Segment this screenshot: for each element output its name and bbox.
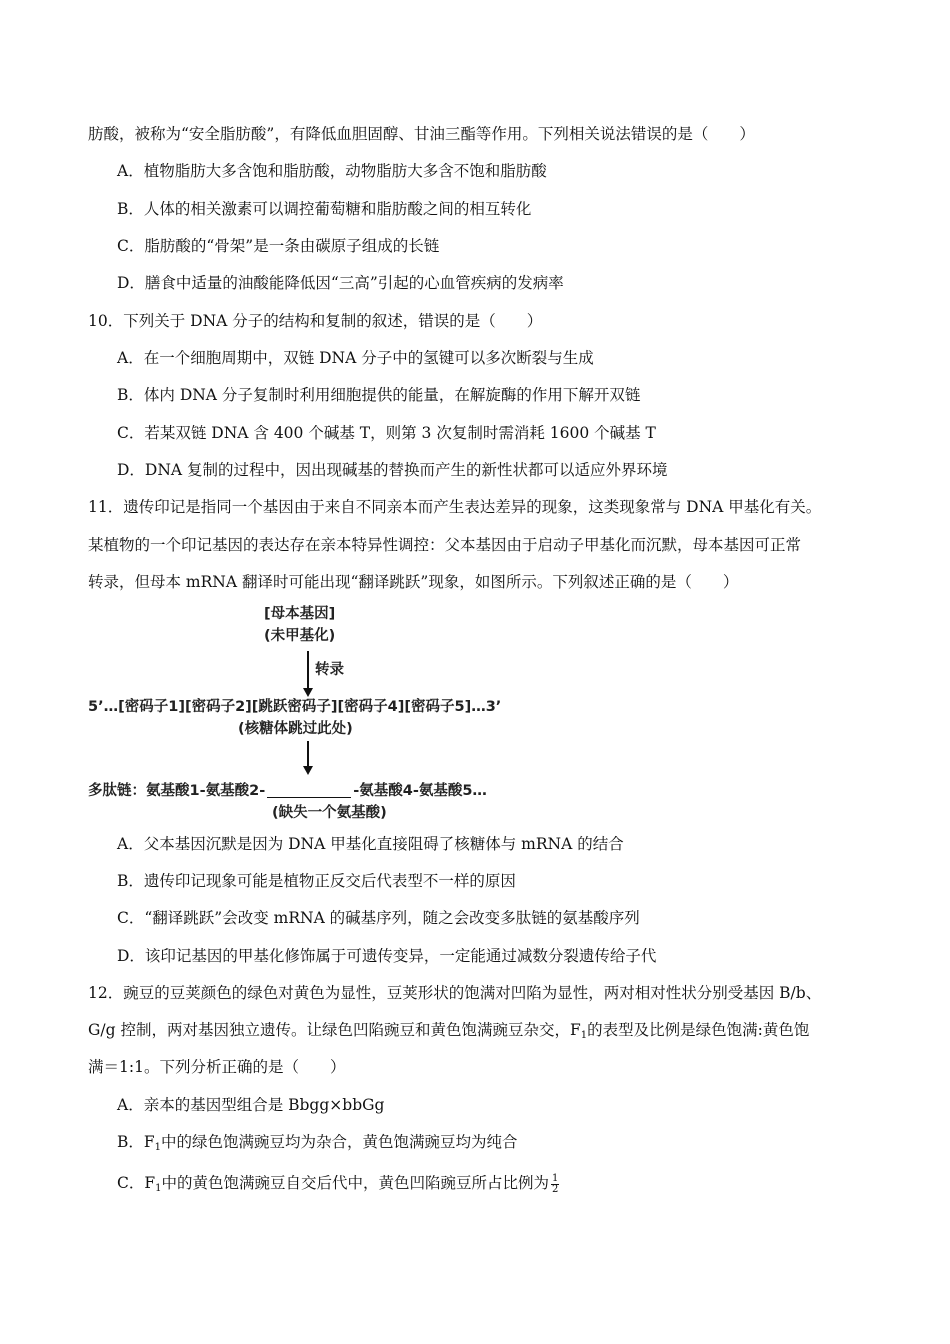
q12-option-c-prefix: C．F	[117, 1174, 156, 1192]
q12-stem-line-3: 满＝1:1。下列分析正确的是（ ）	[88, 1058, 346, 1076]
q12-stem-line-2	[88, 1020, 809, 1046]
fraction-denominator: 2	[552, 1183, 559, 1195]
q9-option-b: B．人体的相关激素可以调控葡萄糖和脂肪酸之间的相互转化	[117, 200, 532, 218]
q9-option-a: A．植物脂肪大多含饱和脂肪酸，动物脂肪大多含不饱和脂肪酸	[117, 162, 547, 180]
q10-option-b: B．体内 DNA 分子复制时利用细胞提供的能量，在解旋酶的作用下解开双链	[117, 386, 641, 404]
q11-option-b: B．遗传印记现象可能是植物正反交后代表型不一样的原因	[117, 872, 516, 890]
translation-arrow-shaft	[307, 741, 309, 767]
q11-stem-line-1: 11．遗传印记是指同一个基因由于来自不同亲本而产生表达差异的现象，这类现象常与 DNA 甲基化有关。	[88, 498, 822, 516]
q11-option-d: D．该印记基因的甲基化修饰属于可遗传变异，一定能通过减数分裂遗传给子代	[117, 947, 657, 965]
fraction-numerator: 1	[552, 1172, 559, 1184]
q12-option-c	[117, 1173, 559, 1199]
q9-option-c: C．脂肪酸的“骨架”是一条由碳原子组成的长链	[117, 237, 440, 255]
unmethylated-label: (未甲基化)	[264, 628, 336, 644]
q12-option-b-text: 中的绿色饱满豌豆均为杂合，黄色饱满豌豆均为纯合	[161, 1133, 518, 1151]
transcription-label: 转录	[315, 662, 344, 678]
q10-stem: 10．下列关于 DNA 分子的结构和复制的叙述，错误的是（ ）	[88, 312, 543, 330]
q11-option-c: C．“翻译跳跃”会改变 mRNA 的碱基序列，随之会改变多肽链的氨基酸序列	[117, 909, 640, 927]
transcription-arrow-head	[303, 688, 313, 697]
q11-stem-line-2: 某植物的一个印记基因的表达存在亲本特异性调控：父本基因由于启动子甲基化而沉默，母本基因可正常	[88, 536, 802, 554]
q12-option-b	[117, 1132, 518, 1158]
missing-amino-acid-note: (缺失一个氨基酸)	[272, 805, 387, 821]
polypeptide-chain	[88, 781, 487, 801]
polypeptide-right: -氨基酸4-氨基酸5…	[353, 783, 487, 799]
q11-stem-line-3: 转录，但母本 mRNA 翻译时可能出现“翻译跳跃”现象，如图所示。下列叙述正确的是（ ）	[88, 573, 739, 591]
q12-line2-part-a: G/g 控制，两对基因独立遗传。让绿色凹陷豌豆和黄色饱满豌豆杂交，F	[88, 1021, 581, 1039]
mrna-sequence: 5’…[密码子1][密码子2][跳跃密码子][密码子4][密码子5]…3’	[88, 699, 502, 715]
one-half-fraction	[551, 1174, 559, 1195]
transcription-arrow-shaft	[307, 651, 309, 689]
polypeptide-left: 多肽链：氨基酸1-氨基酸2-	[88, 783, 266, 799]
q10-option-a: A．在一个细胞周期中，双链 DNA 分子中的氢键可以多次断裂与生成	[117, 349, 594, 367]
ribosome-skip-note: (核糖体跳过此处)	[238, 721, 353, 737]
q12-line2-part-b: 的表型及比例是绿色饱满:黄色饱	[587, 1021, 810, 1039]
q11-option-a: A．父本基因沉默是因为 DNA 甲基化直接阻碍了核糖体与 mRNA 的结合	[117, 835, 624, 853]
q12-option-b-prefix: B．F	[117, 1133, 155, 1151]
translation-arrow-head	[303, 766, 313, 775]
missing-amino-acid-blank	[267, 797, 351, 798]
maternal-gene-label: [母本基因]	[264, 606, 336, 622]
q12-option-c-text: 中的黄色饱满豌豆自交后代中，黄色凹陷豌豆所占比例为	[161, 1174, 550, 1192]
q9-stem-continuation: 肪酸，被称为“安全脂肪酸”，有降低血胆固醇、甘油三酯等作用。下列相关说法错误的是（ ）	[88, 125, 755, 143]
f1-subscript: 1	[580, 1030, 588, 1041]
q12-option-a: A．亲本的基因型组合是 Bbgg×bbGg	[117, 1096, 385, 1114]
q9-option-d: D．膳食中适量的油酸能降低因“三高”引起的心血管疾病的发病率	[117, 274, 564, 292]
q10-option-c: C．若某双链 DNA 含 400 个碱基 T，则第 3 次复制时需消耗 1600 个碱基 T	[117, 424, 656, 442]
q12-stem-line-1: 12．豌豆的豆荚颜色的绿色对黄色为显性，豆荚形状的饱满对凹陷为显性，两对相对性状分别受基因 B/b、	[88, 984, 822, 1002]
f1-subscript: 1	[154, 1142, 162, 1153]
q10-option-d: D．DNA 复制的过程中，因出现碱基的替换而产生的新性状都可以适应外界环境	[117, 461, 668, 479]
f1-subscript: 1	[155, 1183, 162, 1194]
